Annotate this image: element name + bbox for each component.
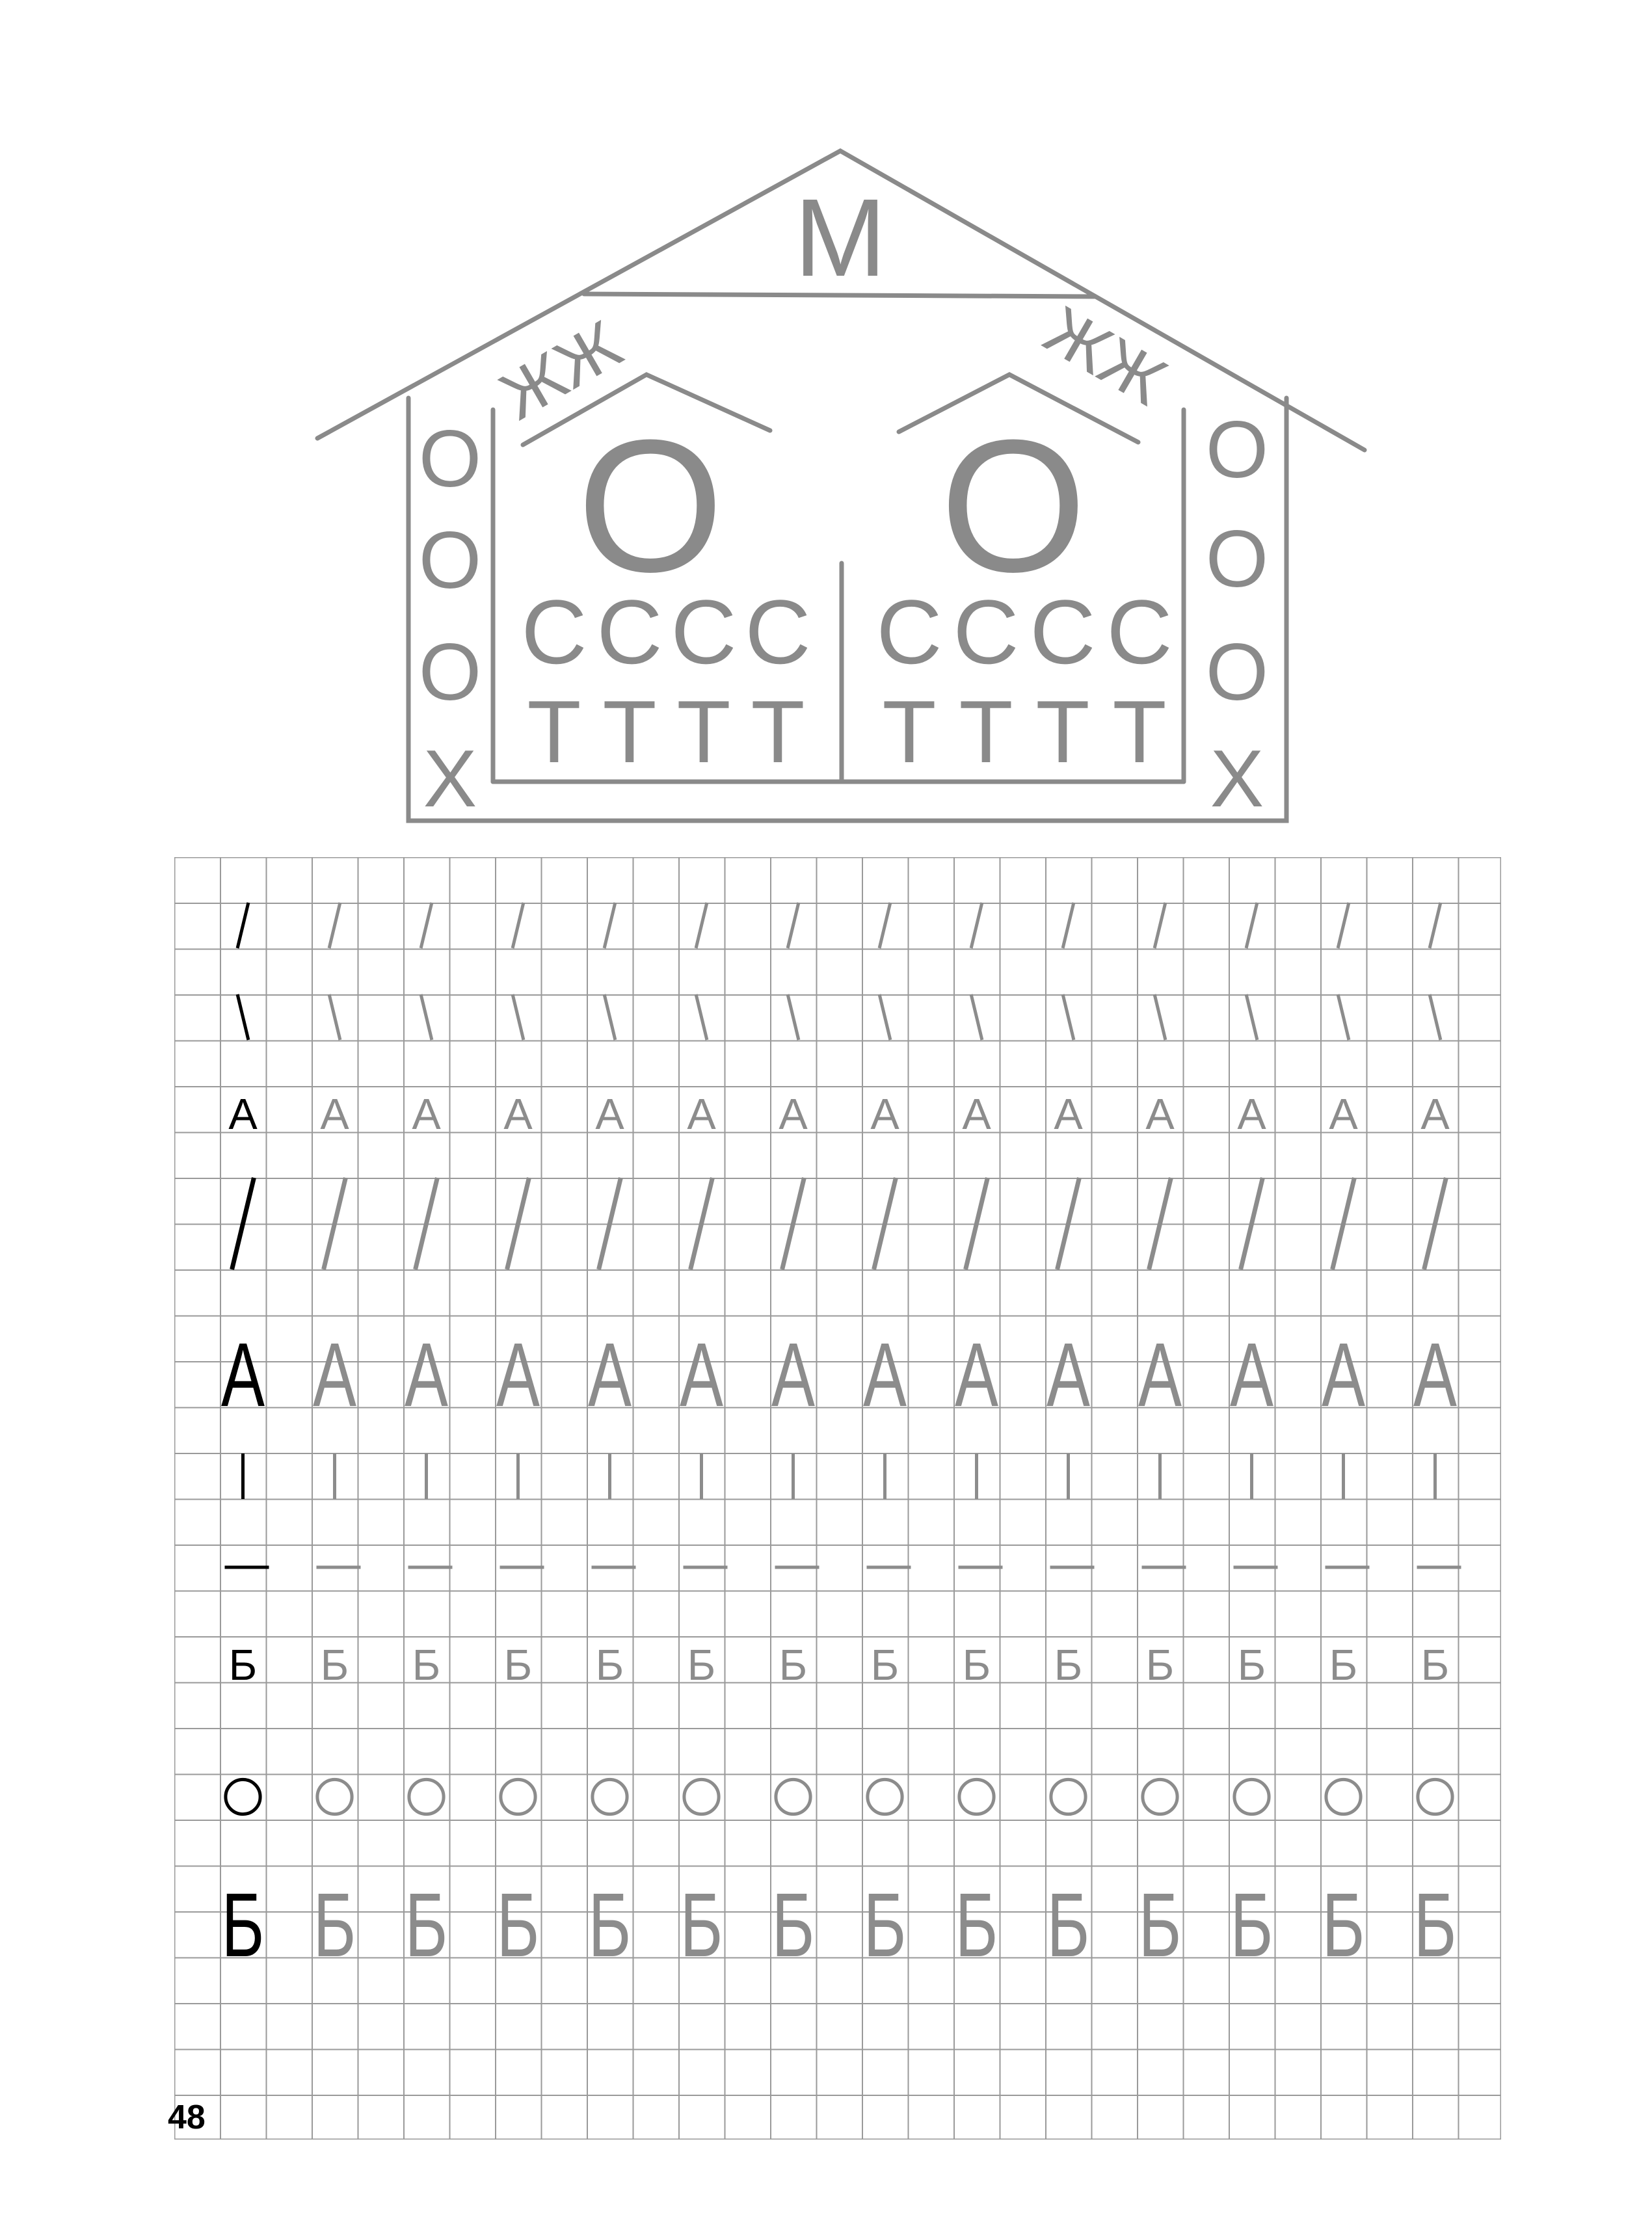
trace-symbol [1424, 1178, 1446, 1269]
trace-symbol [317, 1779, 352, 1814]
trace-symbol [599, 1178, 621, 1269]
sample-symbol [232, 1178, 254, 1269]
trace-symbol: Б [1237, 1641, 1266, 1690]
trace-symbol: А [496, 1323, 540, 1426]
sample-symbol: Б [228, 1641, 258, 1690]
left-column-letters [419, 414, 481, 824]
trace-symbol: Б [595, 1641, 624, 1690]
trace-symbol [696, 903, 707, 948]
right-window-letter: О [940, 401, 1087, 611]
trace-symbol: Б [779, 1641, 808, 1690]
c-letter: С [1106, 581, 1173, 683]
left-window-zh: ЖЖ [488, 306, 634, 434]
trace-symbol: Б [496, 1874, 540, 1976]
trace-symbol: Б [1054, 1641, 1083, 1690]
trace-symbol [421, 903, 432, 948]
trace-symbol [696, 994, 707, 1040]
trace-symbol: Б [962, 1641, 991, 1690]
trace-symbol [501, 1779, 535, 1814]
left-column-letter: О [418, 628, 482, 717]
trace-symbol [1326, 1779, 1361, 1814]
trace-symbol [1051, 1779, 1086, 1814]
trace-symbol [1430, 994, 1441, 1040]
trace-symbol: Б [588, 1874, 632, 1976]
trace-symbol: Б [1329, 1641, 1358, 1690]
trace-symbol: А [1321, 1323, 1366, 1426]
trace-symbol: А [503, 1091, 533, 1139]
trace-symbol: А [679, 1323, 724, 1426]
trace-symbol [324, 1178, 346, 1269]
trace-symbol: Б [313, 1874, 356, 1976]
trace-symbol: А [1420, 1091, 1450, 1139]
trace-symbol: А [954, 1323, 999, 1426]
trace-symbol [782, 1178, 805, 1269]
right-column-letter: О [1205, 405, 1269, 495]
c-letter: С [1030, 581, 1096, 683]
trace-symbol [971, 903, 982, 948]
c-letter: С [596, 581, 663, 683]
trace-symbol [879, 903, 890, 948]
trace-symbol [513, 903, 524, 948]
c-letter: С [745, 581, 811, 683]
trace-symbol [1246, 994, 1257, 1040]
trace-symbol [1333, 1178, 1355, 1269]
trace-symbol: Б [412, 1641, 441, 1690]
trace-symbol: А [1054, 1091, 1083, 1139]
page-number: 48 [168, 2099, 206, 2136]
trace-symbol: А [1329, 1091, 1358, 1139]
trace-symbol [604, 994, 615, 1040]
trace-symbol: А [595, 1091, 624, 1139]
trace-symbol [1063, 903, 1074, 948]
trace-symbol [329, 903, 340, 948]
trace-symbol [684, 1779, 719, 1814]
t-letter: Т [1112, 682, 1167, 781]
trace-symbol [507, 1178, 529, 1269]
right-column-letters [1206, 405, 1268, 824]
right-column-letter: О [1205, 514, 1269, 604]
practice-grid [174, 857, 1501, 2140]
t-letter: Т [751, 682, 805, 781]
trace-symbol [1418, 1779, 1452, 1814]
trace-symbol [1234, 1779, 1269, 1814]
trace-symbol: Б [503, 1641, 533, 1690]
trace-symbol: Б [955, 1874, 998, 1976]
c-letter: С [876, 581, 942, 683]
t-letter: Т [1035, 682, 1090, 781]
trace-symbol [691, 1178, 713, 1269]
trace-symbol [868, 1779, 902, 1814]
trace-symbol: Б [1046, 1874, 1090, 1976]
trace-symbol [593, 1779, 627, 1814]
trace-symbol: А [1138, 1323, 1182, 1426]
right-column-letter: О [1205, 628, 1269, 717]
sample-symbol: А [220, 1323, 265, 1426]
trace-symbol: А [1413, 1323, 1458, 1426]
trace-symbol [788, 903, 799, 948]
trace-symbol: А [687, 1091, 716, 1139]
trace-symbol [1338, 903, 1349, 948]
trace-symbol: А [870, 1091, 899, 1139]
trace-symbol: А [779, 1091, 808, 1139]
trace-symbol [409, 1779, 444, 1814]
trace-symbol [1246, 903, 1257, 948]
sample-symbol: Б [221, 1874, 265, 1976]
trace-symbol: А [404, 1323, 449, 1426]
house-illustration [0, 0, 1652, 845]
trace-symbol: Б [1420, 1641, 1450, 1690]
trace-symbol: А [320, 1091, 349, 1139]
trace-symbol [1063, 994, 1074, 1040]
trace-symbol [1338, 994, 1349, 1040]
sample-symbol [237, 903, 248, 948]
trace-symbol: Б [320, 1641, 349, 1690]
trace-symbol: А [1237, 1091, 1266, 1139]
trace-symbol [874, 1178, 896, 1269]
trace-symbol [788, 994, 799, 1040]
trace-symbol [421, 994, 432, 1040]
trace-symbol [776, 1779, 810, 1814]
left-window-letter: О [577, 401, 724, 611]
t-letter: Т [527, 682, 581, 781]
trace-symbol: А [771, 1323, 816, 1426]
right-column-letter: Х [1210, 734, 1264, 824]
trace-symbol: Б [863, 1874, 907, 1976]
trace-symbol [1154, 994, 1166, 1040]
roof-letter: М [794, 176, 886, 300]
c-letter: С [521, 581, 587, 683]
trace-symbol [971, 994, 982, 1040]
practice-symbols [174, 857, 1501, 2140]
trace-symbol: Б [687, 1641, 716, 1690]
trace-symbol: А [1046, 1323, 1091, 1426]
trace-symbol: Б [1322, 1874, 1365, 1976]
trace-symbol [1149, 1178, 1171, 1269]
trace-symbol: Б [1413, 1874, 1457, 1976]
trace-symbol: Б [680, 1874, 723, 1976]
trace-symbol: Б [1230, 1874, 1273, 1976]
trace-symbol: Б [870, 1641, 899, 1690]
c-letter: С [953, 581, 1019, 683]
t-letter: Т [676, 682, 731, 781]
right-window-zh: ЖЖ [1032, 292, 1179, 420]
trace-symbol: А [1229, 1323, 1274, 1426]
trace-symbol [416, 1178, 438, 1269]
trace-symbol: А [412, 1091, 441, 1139]
t-letter: Т [882, 682, 937, 781]
trace-symbol [1154, 903, 1166, 948]
left-column-letter: О [418, 516, 482, 605]
c-letter: С [671, 581, 737, 683]
trace-symbol [959, 1779, 994, 1814]
left-column-letter: О [418, 414, 482, 504]
trace-symbol: А [312, 1323, 357, 1426]
t-letter: Т [959, 682, 1013, 781]
sample-symbol: А [228, 1091, 258, 1139]
trace-symbol [1241, 1178, 1263, 1269]
trace-symbol [329, 994, 340, 1040]
trace-symbol: Б [1145, 1641, 1175, 1690]
t-letter: Т [602, 682, 657, 781]
trace-symbol [1430, 903, 1441, 948]
trace-symbol: Б [771, 1874, 815, 1976]
left-column-letter: Х [423, 734, 477, 824]
trace-symbol [879, 994, 890, 1040]
trace-symbol: А [962, 1091, 991, 1139]
trace-symbol [1143, 1779, 1177, 1814]
trace-symbol: А [862, 1323, 907, 1426]
trace-symbol [966, 1178, 988, 1269]
trace-symbol: А [587, 1323, 632, 1426]
trace-symbol: Б [405, 1874, 448, 1976]
trace-symbol [1058, 1178, 1080, 1269]
sample-symbol [237, 994, 248, 1040]
sample-symbol [226, 1779, 260, 1814]
trace-symbol [513, 994, 524, 1040]
trace-symbol: А [1145, 1091, 1175, 1139]
trace-symbol [604, 903, 615, 948]
trace-symbol: Б [1138, 1874, 1182, 1976]
